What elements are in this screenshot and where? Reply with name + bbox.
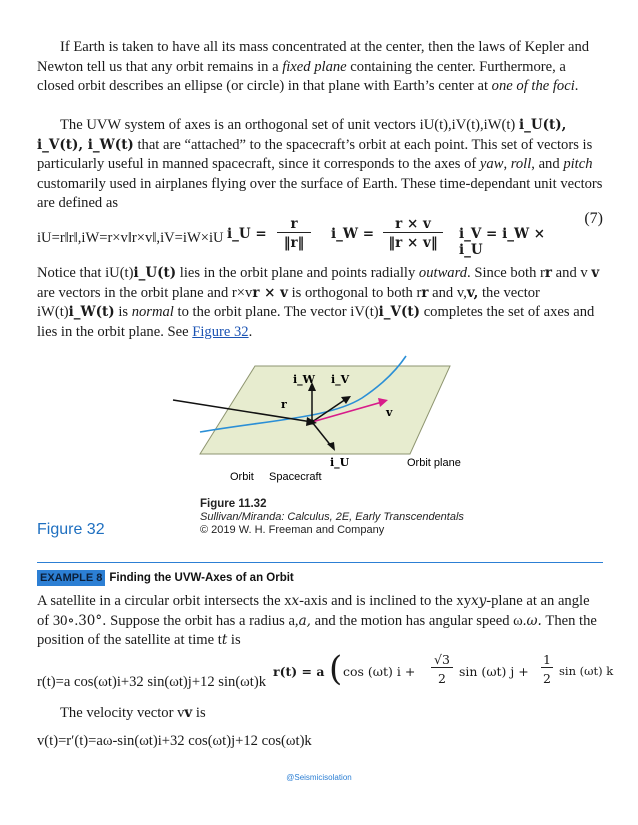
text: completes the set of axes and lies in the orbit plane. See [37, 304, 595, 340]
math-alt-text: x [284, 593, 292, 609]
equation-7-alt-text: iU=r‖r‖,iW=r×v‖r×v‖,iV=iW×iU [37, 230, 224, 246]
figure-caption [200, 498, 530, 537]
text: . [248, 323, 253, 340]
text: lies in the orbit plane and points radially [176, 265, 419, 281]
eq-iV: i_V = i_W × i_U [459, 226, 546, 258]
figure-32-link[interactable]: Figure 32 [192, 323, 249, 340]
emphasis-roll: roll [510, 156, 532, 172]
math-alt-text: iV(t) [350, 304, 379, 320]
emphasis-outward: outward [418, 265, 468, 281]
equation-number: (7) [584, 210, 603, 227]
text: customarily used in airplanes flying over the surface of Earth. These time-dependant unit vectors are defined as [37, 175, 603, 211]
equation-7-typeset [227, 214, 547, 258]
math-r: r [421, 284, 429, 301]
math-alt-text: r [540, 265, 545, 281]
text: . [574, 78, 579, 94]
text: Notice that [37, 265, 106, 281]
text: If Earth is taken to have all its mass concentrated at the center, then the laws of Kepler and Newton tell us that any orbit remains in a [37, 39, 590, 75]
label-v: v [386, 406, 393, 419]
label-orbit: Orbit [230, 471, 254, 483]
text: is [227, 632, 241, 648]
text: -plane at an angle of [37, 593, 590, 629]
math-r-cross-v: r × v [252, 284, 288, 301]
position-equation-typeset [273, 649, 614, 692]
label-r: r [281, 398, 287, 411]
label-iw: i_W [293, 373, 316, 386]
text: are vectors in the orbit plane and [37, 284, 232, 301]
eq-iU-lhs: i_U = [227, 226, 267, 242]
intro-paragraph [37, 38, 603, 97]
math-iW: i_W(t) [68, 304, 115, 320]
math-alt-text: t [217, 632, 222, 648]
math-alt-text: ω. [513, 612, 527, 629]
math-omega: ω. [526, 612, 542, 629]
math-alt-text: iU(t) [105, 265, 134, 281]
label-spacecraft: Spacecraft [269, 471, 322, 483]
math-r: r [544, 265, 553, 281]
math-alt-text: iU(t),iV(t),iW(t) [419, 117, 516, 133]
footer-watermark: @Seismicisolation [286, 773, 352, 782]
eq-iW-lhs: i_W = [331, 226, 375, 242]
eq-r-frac2-numerator: 1 [541, 652, 553, 668]
text: and [428, 284, 457, 301]
math-alt-text: 30∘. [52, 612, 79, 629]
eq-iU-denominator: ‖r‖ [283, 235, 305, 251]
example-header [37, 568, 294, 586]
math-v: v, [466, 284, 479, 301]
eq-r-term3: sin (ωt) k [559, 664, 614, 678]
caption-title: Figure 11.32 [200, 498, 267, 510]
caption-source: Sullivan/Miranda: Calculus, 2E, Early Transcendentals [200, 511, 464, 523]
eq-iU-numerator: r [277, 216, 311, 233]
math-v: v [591, 265, 600, 281]
text: containing the center. Furthermore, a closed orbit describes an ellipse (or circle) in that plane with Earth’s center at [37, 58, 566, 94]
velocity-equation [37, 732, 603, 752]
text: , and [531, 156, 564, 172]
eq-r-term1: cos (ωt) i + [343, 664, 416, 679]
section-divider [37, 562, 603, 563]
math-alt-text: v, [456, 284, 467, 301]
eq-iW-denominator: ‖r × v‖ [388, 235, 438, 251]
text: and the motion has angular speed [310, 612, 514, 629]
text: The UVW system of axes is an orthogonal set of unit vectors [60, 117, 420, 133]
velocity-equation-alt-text: v(t)=r′(t)=aω-sin(ωt)i+32 cos(ωt)j+12 cos(ωt)k [37, 733, 312, 749]
position-equation [37, 649, 614, 696]
math-unit-vectors: i_U(t), i_V(t), i_W(t) [37, 117, 567, 153]
label-orbit-plane: Orbit plane [407, 457, 461, 469]
equation-7 [37, 206, 603, 256]
eq-r-lhs: r(t) = a [273, 664, 325, 679]
emphasis-normal: normal [131, 304, 174, 320]
text: Suppose the orbit has a radius [106, 612, 289, 629]
eq-r-frac2-denominator: 2 [543, 671, 551, 686]
math-x: x [291, 593, 300, 609]
math-iV: i_V(t) [378, 304, 421, 320]
figure-heading: Figure 32 [37, 521, 105, 538]
text: and [552, 265, 581, 281]
math-alt-text: r×v [231, 284, 253, 301]
label-iv: i_V [331, 373, 350, 386]
emphasis-fixed-plane: fixed plane [282, 58, 347, 75]
figure-orbit-diagram [200, 356, 461, 491]
math-alt-text: r [416, 284, 422, 301]
eq-r-frac1-numerator: √3 [431, 652, 453, 668]
spacecraft-point [309, 419, 314, 424]
example-badge: EXAMPLE 8 [37, 570, 105, 586]
math-xy: xy [470, 593, 487, 609]
text: , [503, 156, 511, 172]
text: is [114, 304, 132, 320]
orbit-diagram-svg [200, 356, 461, 491]
text: The velocity vector [60, 705, 178, 721]
math-iU: i_U(t) [133, 265, 177, 281]
emphasis-one-of-the-foci: one of the foci [491, 78, 575, 94]
velocity-intro [37, 704, 603, 724]
eq-r-frac1-denominator: 2 [438, 671, 446, 686]
math-a: a, [298, 612, 311, 629]
math-alt-text: v [177, 705, 185, 721]
caption-copyright: © 2019 W. H. Freeman and Company [200, 524, 385, 536]
text: -axis and is inclined to the [299, 593, 457, 609]
math-alt-text: a, [288, 612, 299, 629]
emphasis-pitch: pitch [563, 156, 593, 172]
label-iu: i_U [330, 456, 350, 469]
eq-r-term2: sin (ωt) j + [459, 664, 529, 679]
text: that are “attached” to the spacecraft’s orbit at each point. This set of vectors is particularly useful in manned spacecraft, since it corresponds to the axes of [37, 136, 593, 172]
text: Then the position of the satellite at time [37, 612, 597, 648]
math-t: t [221, 632, 228, 648]
text: to the orbit plane. The vector [173, 304, 351, 320]
text: the vector [478, 284, 540, 301]
text: is orthogonal to both [287, 284, 417, 301]
notice-paragraph [37, 264, 603, 342]
text: A satellite in a circular orbit intersects the [37, 593, 285, 609]
example-title: Finding the UVW-Axes of an Orbit [109, 572, 294, 584]
position-equation-alt-text: r(t)=a cos(ωt)i+32 sin(ωt)j+12 sin(ωt)k [37, 674, 266, 690]
left-paren-icon: ( [329, 649, 343, 689]
math-alt-text: xy [456, 593, 471, 609]
math-alt-text: v [580, 265, 588, 281]
example-paragraph [37, 592, 603, 651]
uvw-paragraph [37, 116, 603, 214]
math-v: v [184, 705, 193, 721]
text: . Since both [467, 265, 541, 281]
math-alt-text: iW(t) [37, 304, 69, 320]
emphasis-yaw: yaw [479, 156, 504, 172]
math-30-degrees: 30°. [78, 612, 107, 629]
text: is [192, 705, 206, 721]
eq-iW-numerator: r × v [383, 216, 443, 233]
